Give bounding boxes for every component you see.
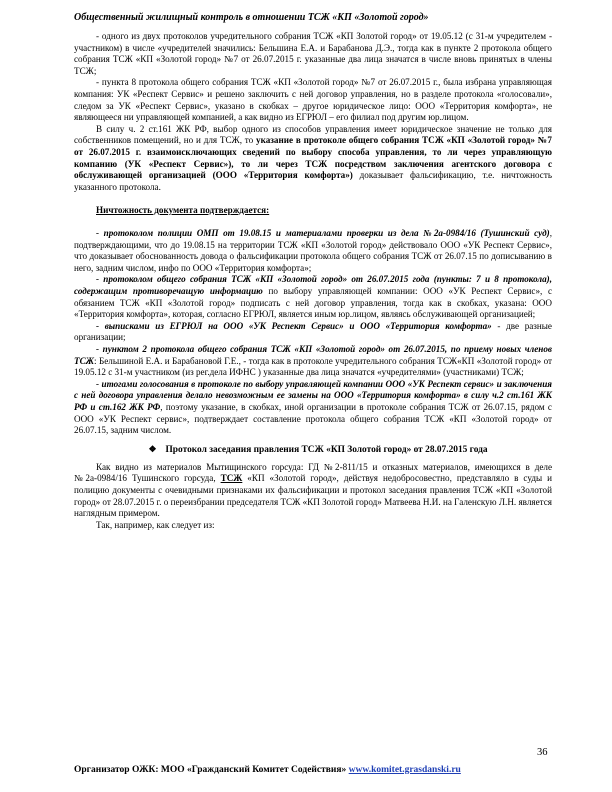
bold-italic-span: - протоколом полиции ОМП от 19.08.15 и материалами проверки из дела №2а-0984/16 (Тушинский суд) — [96, 228, 550, 239]
text-span: В силу ч. 2 ст.161 ЖК РФ, выбор одного из способов управления имеет юридическое значение не только для собственников помещений, но и для ТСЖ, то — [74, 123, 552, 146]
tsj-emphasis: ТСЖ — [220, 473, 243, 484]
text-span: по выбору управляющей компании: ООО «УК Респект Сервис», с обязанием ТСЖ «КП «Золотой город» подписать с ней договор управления, тогда как в скобках, указана: ООО «Территория комфорта», которая, согласно ЕГРЮЛ, является иным юр.лицом, являясь обслуживающей организацией; — [74, 286, 553, 320]
spacer — [74, 193, 552, 205]
evidence-item-protocol — [74, 274, 552, 320]
evidence-item-police — [74, 228, 552, 274]
section-heading — [74, 443, 552, 456]
evidence-item-point-2 — [74, 344, 552, 379]
paragraph-court-materials — [74, 462, 552, 520]
bold-italic-span: - выписками из ЕГРЮЛ на ООО «УК Респект Сервис» и ООО «Территория комфорта» — [96, 320, 492, 331]
evidence-item-egrul — [74, 321, 552, 344]
bold-italic-span: - пунктом 2 протокола общего собрания ТСЖ «КП «Золотой город» от 26.07.2015, по приему новых членов ТСЖ — [74, 344, 552, 366]
text-span: - две разные организации; — [74, 320, 552, 343]
paragraph-first-protocol: - одного из двух протоколов учредительного собрания ТСЖ «КП Золотой город» от 19.05.12 (с 31-м учредителем - участником) в числе «учредителей значились: Бельшина Е.А. и Барабанова Д.Э., тогда как в пункте 2 протокола общего собрания ТСЖ «КП «Золотой город» №7 от 26.07.2015 г. указанные два лица значатся в числе вновь принятых в члены ТСЖ; — [74, 31, 552, 76]
evidence-item-voting — [74, 379, 552, 437]
bold-italic-span: - итогами голосования в протоколе по выбору управляющей компании ООО «УК Респект сервис» и заключения с ней договора управления делало невозможным ее замены на ООО «Территория комфорта» в силу ч.2 ст.161 ЖК РФ и ст.162 ЖК РФ — [74, 378, 552, 412]
spacer — [74, 217, 552, 229]
paragraph-for-example: Так, например, как следует из: — [96, 519, 215, 530]
footer-text: Организатор ОЖК: МОО «Гражданский Комитет Содействия» — [74, 765, 347, 775]
diamond-bullet-icon: ❖ — [148, 443, 157, 454]
text-span: , поэтому указание, в скобках, иной организации в протоколе собрания ТСЖ от 26.07.15, рядом с ООО «УК Респект сервис», подтверждает составление протокола общего собрания ТСЖ «КП «Золотой город» от 26.07.15, задним числом. — [74, 402, 552, 436]
footer-website-link[interactable]: www.komitet.grasdanski.ru — [348, 765, 461, 775]
nullity-heading-text: Ничтожность документа подтверждается: — [96, 204, 270, 215]
text-span: доказывает фальсификацию, т.е. ничтожность указанного протокола. — [74, 170, 552, 192]
text-span: : Бельшиной Е.А. и Барабановой Г.Е., - тогда как в протоколе учредительного собрания ТСЖ«КП «Золотой город» от 19.05.12 с 31-м участником (из рег.дела ИФНС ) указанные два лица значатся «учредителями» (участниками) ТСЖ; — [74, 355, 552, 378]
bold-italic-span: - протоколом общего собрания ТСЖ «КП «Золотой город» от 26.07.2015 года (пункты: 7 и 8 протокола), содержащим противоречащую информацию — [74, 274, 552, 297]
section-heading-text: Протокол заседания правления ТСЖ «КП Золотой город» от 28.07.2015 года — [165, 444, 488, 455]
bold-span: указание в протоколе общего собрания ТСЖ «КП «Золотой город» №7 от 26.07.2015 г. взаимоисключающих сведений по выбору способа управления, то ли через управляющую компанию (УК «Респект Сервис»), то ли через ТСЖ посредством заключения агентского договора с обслуживающей организацией (ООО «Территория комфорта») — [74, 135, 552, 181]
text-span: Как видно из материалов Мытищинского горсуда: ГД №2-811/15 и отказных материалов, имеющихся в деле №2а-0984/16 Тушинского горсуда, — [74, 461, 552, 484]
page-number: 36 — [537, 747, 548, 758]
nullity-heading — [74, 205, 552, 217]
text-span: , подтверждающими, что до 19.08.15 на территории ТСЖ «КП «Золотой город» действовало ООО «УК Респект Сервис», что доказывает обоснованность довода о фальсификации протокола общего собрания ТСЖ от 26.07.15 по дописыванию в него, задним числом, инфо по ООО «Территория комфорта»; — [74, 228, 552, 273]
paragraph-point-8: - пункта 8 протокола общего собрания ТСЖ «КП «Золотой город» №7 от 26.07.2015 г., была избрана управляющая компания: УК «Респект Сервис» и решено заключить с ней договор управления, но в разделе протокола «голосовали», следом за УК «Респект Сервис», указано в скобках – другое юридическое лицо: ООО «Территория комфорта», не являющееся ни управляющей компанией, а как видно из ЕГРЮЛ – его филиал под другим юр.лицом. — [74, 77, 552, 123]
text-span: «КП «Золотой город», действуя недобросовестно, представляло в суды и полицию документы с очевидными признаками их фальсификации и протокол заседания правления ТСЖ «КП «Золотой город» от 28.07.2015 г. о переизбрании председателя ТСЖ «КП Золотой город» Матвеева Н.И. на Галенскую Л.Н. является наглядным примером. — [74, 473, 552, 519]
paragraph-legal-meaning — [74, 124, 552, 194]
footer — [74, 764, 554, 776]
document-body — [74, 31, 552, 531]
running-header: Общественный жилищный контроль в отношении ТСЖ «КП «Золотой город» — [74, 12, 429, 23]
